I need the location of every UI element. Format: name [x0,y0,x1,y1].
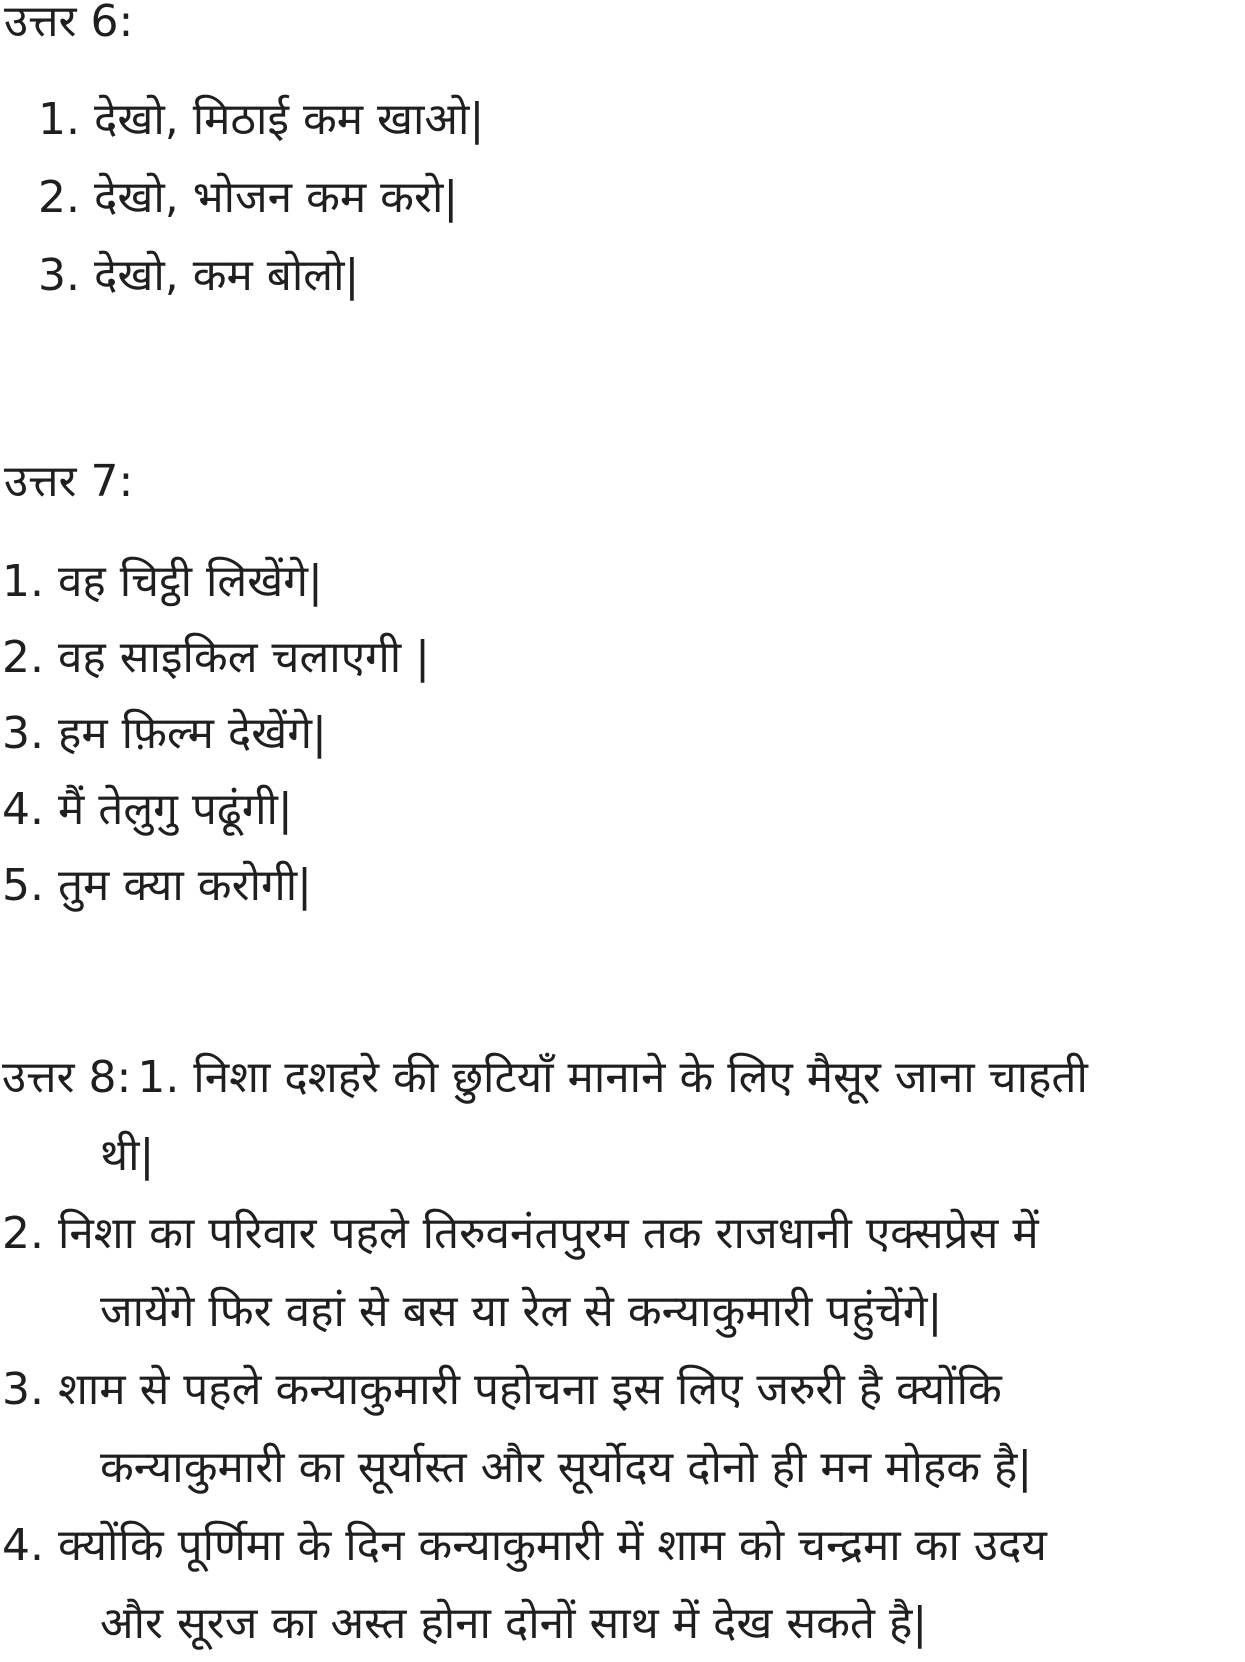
answer-6-heading: उत्तर 6: [4,0,134,47]
answer-8-item-3-line-1: 3. शाम से पहले कन्याकुमारी पहोचना इस लिए जरुरी है क्योंकि [2,1364,1002,1415]
answer-8-item-1-line-2: थी| [100,1130,155,1181]
answer-8-item-1-text: 1. निशा दशहरे की छुटियाँ मानाने के लिए मैसूर जाना चाहती [137,1052,1088,1103]
answer-8-item-4-line-2: और सूरज का अस्त होना दोनों साथ में देख सकते है| [100,1598,928,1649]
answer-8-heading: उत्तर 8: [2,1052,132,1103]
answer-8-item-3-line-2: कन्याकुमारी का सूर्यास्त और सूर्योदय दोनो ही मन मोहक है| [100,1442,1033,1493]
answer-7-item-4: 4. मैं तेलुगु पढूंगी| [2,784,293,835]
answer-8-item-1-line-1 [2,1048,1088,1108]
answer-8-item-2-line-1: 2. निशा का परिवार पहले तिरुवनंतपुरम तक राजधानी एक्सप्रेस में [2,1208,1039,1259]
answer-7-item-3: 3. हम फ़िल्म देखेंगे| [2,708,327,759]
answer-6-item-3: 3. देखो, कम बोलो| [38,250,360,301]
answer-6-item-1: 1. देखो, मिठाई कम खाओ| [38,94,485,145]
answer-7-item-5: 5. तुम क्या करोगी| [2,860,312,911]
answer-6-item-2: 2. देखो, भोजन कम करो| [38,172,459,223]
answer-7-heading: उत्तर 7: [4,456,134,507]
answer-8-item-4-line-1: 4. क्योंकि पूर्णिमा के दिन कन्याकुमारी में शाम को चन्द्रमा का उदय [2,1520,1047,1571]
answer-8-item-2-line-2: जायेंगे फिर वहां से बस या रेल से कन्याकुमारी पहुंचेंगे| [100,1286,943,1337]
answer-7-item-1: 1. वह चिट्ठी लिखेंगे| [2,556,323,607]
answer-7-item-2: 2. वह साइकिल चलाएगी | [2,632,431,683]
